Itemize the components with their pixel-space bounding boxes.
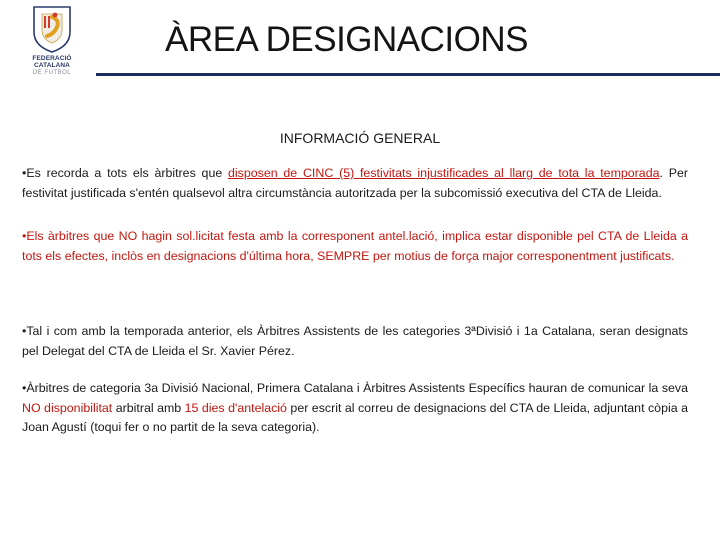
p2-text: •Els àrbitres que NO hagin sol.licitat festa amb la corresponent antel.lació, implica estar disponible pel CTA de Lleida a tots els efectes, inclòs en designacions d'última hora, SEMPRE per motius de força major corresponentment justificats.	[22, 229, 688, 263]
info-paragraph-3	[22, 322, 688, 361]
p1-highlight: disposen de CINC (5) festivitats injustificades al llarg de tota la temporada	[228, 166, 660, 180]
info-paragraph-2	[22, 227, 688, 266]
p1-text-a: •Es recorda a tots els àrbitres que	[22, 166, 229, 180]
p4-text-a: •Àrbitres de categoria 3a Divisió Nacional, Primera Catalana i Àrbitres Assistents Específics hauran de comunicar la seva	[22, 381, 688, 395]
info-paragraph-1	[22, 164, 688, 203]
header-divider	[96, 73, 720, 76]
federation-shield-logo-icon	[30, 4, 74, 54]
info-paragraph-4	[22, 379, 688, 438]
logo-line-2: DE FUTBOL	[32, 70, 72, 76]
p4-highlight-2: 15 dies d'antelació	[184, 400, 287, 415]
p4-text-c: arbitral amb	[112, 400, 185, 415]
p4-text-e: per escrit al correu de designacions del CTA de Lleida, adjuntant còpia a Joan Agustí (toqui fer o no partit de la seva categoria).	[22, 400, 688, 434]
logo-line-1: FEDERACIÓ CATALANA	[32, 55, 72, 69]
section-heading: INFORMACIÓ GENERAL	[279, 130, 441, 146]
federation-logo	[14, 4, 90, 74]
p3-text: •Tal i com amb la temporada anterior, els Àrbitres Assistents de les categories 3ªDivisió i 1a Catalana, seran designats pel Delegat del CTA de Lleida el Sr. Xavier Pérez.	[22, 324, 688, 358]
page-title: ÀREA DESIGNACIONS	[165, 20, 528, 59]
p1-text-c: . Per festivitat justificada s'entén qualsevol altra circumstància autoritzada per la subcomissió executiva del CTA de Lleida.	[22, 166, 688, 200]
p4-highlight-1: NO disponibilitat	[22, 400, 113, 415]
